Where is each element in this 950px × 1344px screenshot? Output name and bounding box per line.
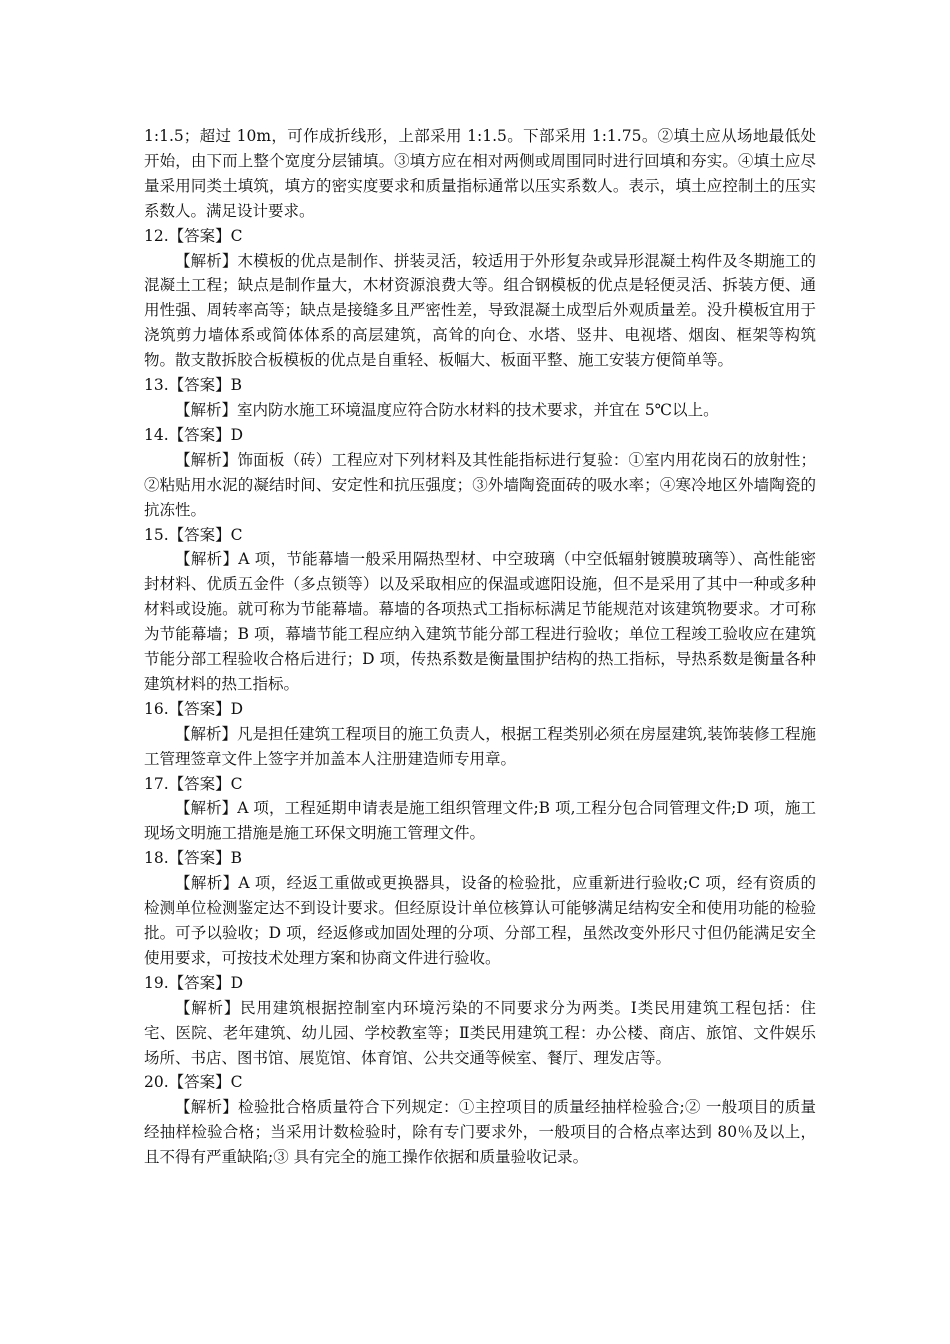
analysis-19: 【解析】民用建筑根据控制室内环境污染的不同要求分为两类。Ⅰ类民用建筑工程包括：住宅、医院、老年建筑、幼儿园、学校教室等；Ⅱ类民用建筑工程：办公楼、商店、旅馆、文件娱乐场所、书店、图书馆、展览馆、体育馆、公共交通等候室、餐厅、理发店等。 [144, 998, 816, 1067]
analysis-14: 【解析】饰面板（砖）工程应对下列材料及其性能指标进行复验：①室内用花岗石的放射性；②粘贴用水泥的凝结时间、安定性和抗压强度；③外墙陶瓷面砖的吸水率；④寒冷地区外墙陶瓷的抗冻性。 [144, 450, 816, 519]
answer-13: 13.【答案】B [144, 376, 243, 395]
answer-19: 19.【答案】D [144, 973, 244, 992]
answer-16: 16.【答案】D [144, 699, 244, 718]
analysis-15: 【解析】A 项，节能幕墙一般采用隔热型材、中空玻璃（中空低辐射镀膜玻璃等）、高性能密封材料、优质五金件（多点锁等）以及采取相应的保温或遮阳设施，但不是采用了其中一种或多种材料或设施。就可称为节能幕墙。幕墙的各项热式工指标标满足节能规范对该建筑物要求。才可称为节能幕墙；B 项，幕墙节能工程应纳入建筑节能分部工程进行验收；单位工程竣工验收应在建筑节能分部工程验收合格后进行；D 项，传热系数是衡量围护结构的热工指标，导热系数是衡量各种建筑材料的热工指标。 [144, 550, 816, 693]
analysis-16: 【解析】凡是担任建筑工程项目的施工负责人，根据工程类别必须在房屋建筑,装饰装修工程施工管理签章文件上签字并加盖本人注册建造师专用章。 [144, 724, 816, 768]
analysis-12: 【解析】木模板的优点是制作、拼装灵活，较适用于外形复杂或异形混凝土构件及冬期施工的混凝土工程；缺点是制作量大，木材资源浪费大等。组合钢模板的优点是轻便灵活、拆装方便、通用性强、周转率高等；缺点是接缝多且严密性差，导致混凝土成型后外观质量差。没升模板宜用于浇筑剪力墙体系或简体体系的高层建筑，高耸的向仓、水塔、竖井、电视塔、烟囱、框架等构筑物。散支散拆胶合板模板的优点是自重轻、板幅大、板面平整、施工安装方便简单等。 [144, 251, 816, 370]
document-page [144, 124, 816, 1170]
answer-14: 14.【答案】D [144, 425, 244, 444]
analysis-18: 【解析】A 项，经返工重做或更换器具，设备的检验批，应重新进行验收;C 项，经有资质的检测单位检测鉴定达不到设计要求。但经原设计单位核算认可能够满足结构安全和使用功能的检验批。可予以验收；D 项，经返修或加固处理的分项、分部工程，虽然改变外形尺寸但仍能满足安全使用要求，可按技术处理方案和协商文件进行验收。 [144, 874, 816, 967]
answer-17: 17.【答案】C [144, 774, 243, 793]
answer-20: 20.【答案】C [144, 1073, 243, 1092]
analysis-17: 【解析】A 项，工程延期申请表是施工组织管理文件;B 项,工程分包合同管理文件;D 项，施工现场文明施工措施是施工环保文明施工管理文件。 [144, 799, 816, 843]
answer-12: 12.【答案】C [144, 226, 243, 245]
answer-15: 15.【答案】C [144, 525, 243, 544]
analysis-20: 【解析】检验批合格质量符合下列规定：①主控项目的质量经抽样检验合;② 一般项目的质量经抽样检验合格；当采用计数检验时，除有专门要求外，一般项目的合格点率达到 80％及以上，且不得有严重缺陷;③ 具有完全的施工操作依据和质量验收记录。 [144, 1098, 816, 1167]
intro-paragraph: 1:1.5；超过 10m，可作成折线形，上部采用 1:1.5。下部采用 1:1.75。②填土应从场地最低处开始，由下而上整个宽度分层铺填。③填方应在相对两侧或周围同时进行回填和夯实。④填土应尽量采用同类土填筑，填方的密实度要求和质量指标通常以压实系数人。表示，填土应控制土的压实系数人。满足设计要求。 [144, 127, 816, 220]
answer-18: 18.【答案】B [144, 849, 243, 868]
analysis-13: 【解析】室内防水施工环境温度应符合防水材料的技术要求，并宜在 5℃以上。 [175, 400, 719, 419]
